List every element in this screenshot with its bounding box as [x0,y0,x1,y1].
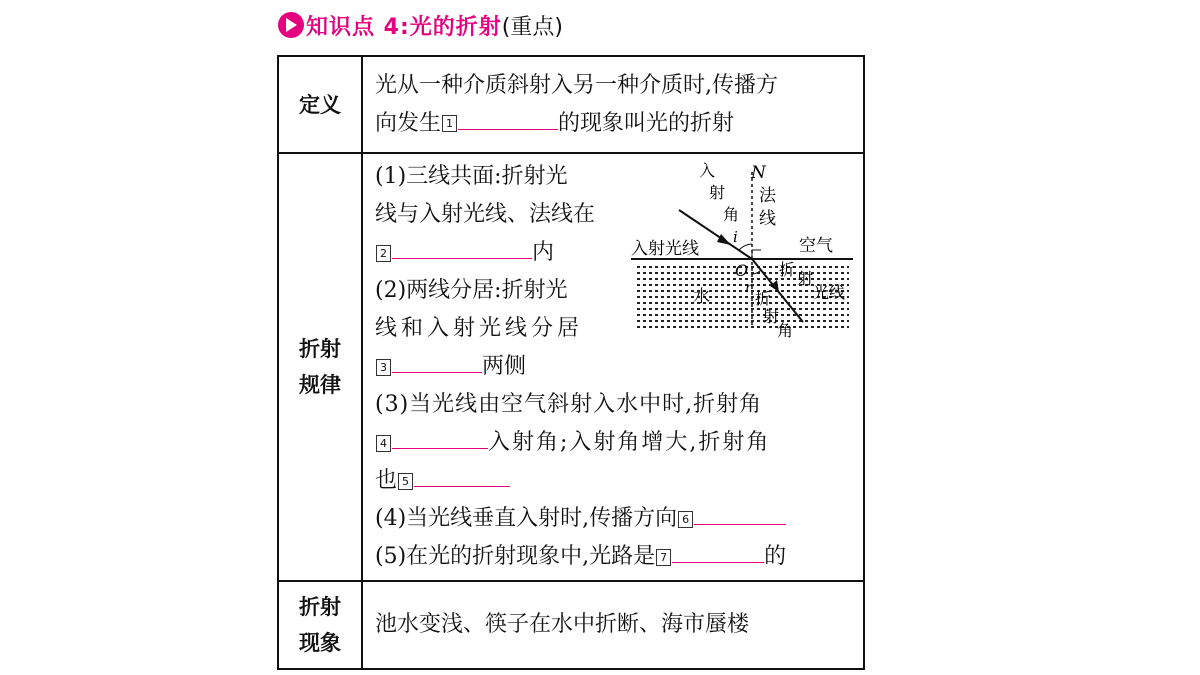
angle-i: i [733,228,738,246]
water-label: 水 [693,287,710,307]
definition-label-text: 定义 [299,92,341,117]
definition-line-2-post: 的现象叫光的折射 [558,110,735,136]
refraction-angle-label-1: 折 [755,289,772,308]
blank-number-3: 3 [376,359,391,376]
rule-1-line-3-post: 内 [532,240,555,265]
definition-line-2 [375,105,853,143]
blank-number-2: 2 [376,245,391,262]
refraction-diagram [631,158,853,338]
phenomena-content [362,581,864,669]
answer-blank-4[interactable] [392,424,488,449]
definition-line-2-pre: 向发生 [375,110,442,136]
rule-1-line-2: 线与入射光线、法线在 [375,202,596,227]
refraction-angle-label-2: 射 [763,307,780,326]
refracted-ray-label-3: 光线 [813,283,846,302]
rule-4-line [375,500,853,538]
refracted-ray-label-1: 折 [779,260,796,279]
refracted-ray-label-2: 射 [797,269,814,288]
answer-blank-7[interactable] [672,538,764,563]
angle-r: r [745,280,752,296]
air-label: 空气 [799,236,833,256]
rule-3-line-3-pre: 也 [375,468,398,493]
blank-number-1: 1 [442,115,457,132]
importance-tag: (重点) [501,14,563,40]
knowledge-table [277,55,865,670]
rule-5-line [375,538,853,576]
normal-label-1: 法 [759,186,776,206]
definition-label [278,56,362,153]
law-label-line-2: 规律 [299,373,341,397]
answer-blank-6[interactable] [694,500,786,525]
phenomena-label-line-2: 现象 [299,631,341,655]
incident-angle-label-2: 射 [709,183,726,202]
answer-blank-1[interactable] [458,105,558,130]
blank-number-4: 4 [376,435,391,452]
definition-row [278,56,864,153]
phenomena-text: 池水变浅、筷子在水中折断、海市蜃楼 [375,612,750,637]
incident-angle-label-3: 角 [723,205,740,224]
blank-number-5: 5 [398,473,413,490]
answer-blank-3[interactable] [392,348,482,373]
rule-3-line-3 [375,462,853,500]
rule-3-line-1: (3)当光线由空气斜射入水中时,折射角 [375,392,763,417]
phenomena-row [278,581,864,669]
normal-label-2: 线 [759,209,776,229]
blank-number-6: 6 [678,511,693,528]
rule-5-text-pre: (5)在光的折射现象中,光路是 [375,544,656,569]
right-angle-mark [752,250,761,259]
rule-3-line-2-post: 入射角;入射角增大,折射角 [488,430,771,455]
rule-2-line-2: 线和入射光线分居 [375,316,584,341]
answer-blank-2[interactable] [392,234,532,259]
rule-1-line-1: (1)三线共面:折射光 [375,164,568,189]
definition-line-1: 光从一种介质斜射入另一种介质时,传播方 [375,72,778,98]
rule-3-line-2 [375,424,853,462]
rule-4-text: (4)当光线垂直入射时,传播方向 [375,506,678,531]
section-title: 知识点 4:光的折射 [306,14,502,40]
section-header [278,8,563,42]
rule-1-line-3 [375,234,623,272]
law-label [278,153,362,581]
incident-arrow-icon [717,234,731,245]
rule-2-line-3 [375,348,623,386]
play-circle-icon [278,12,304,38]
incident-ray-label: 入射光线 [631,239,699,259]
blank-number-7: 7 [656,549,671,566]
answer-blank-5[interactable] [414,462,510,487]
law-row [278,153,864,581]
point-o: O [735,261,749,280]
definition-content [362,56,864,153]
incident-angle-arc [739,244,752,250]
law-content [362,153,864,581]
law-label-line-1: 折射 [299,337,341,361]
normal-letter: N [751,163,766,183]
rule-5-text-post: 的 [764,544,787,569]
phenomena-label-line-1: 折射 [299,595,341,619]
rule-2-line-1: (2)两线分居:折射光 [375,278,568,303]
phenomena-label [278,581,362,669]
rule-2-line-3-post: 两侧 [482,354,527,379]
refraction-angle-label-3: 角 [777,321,794,338]
incident-angle-label-1: 入 [699,161,716,180]
